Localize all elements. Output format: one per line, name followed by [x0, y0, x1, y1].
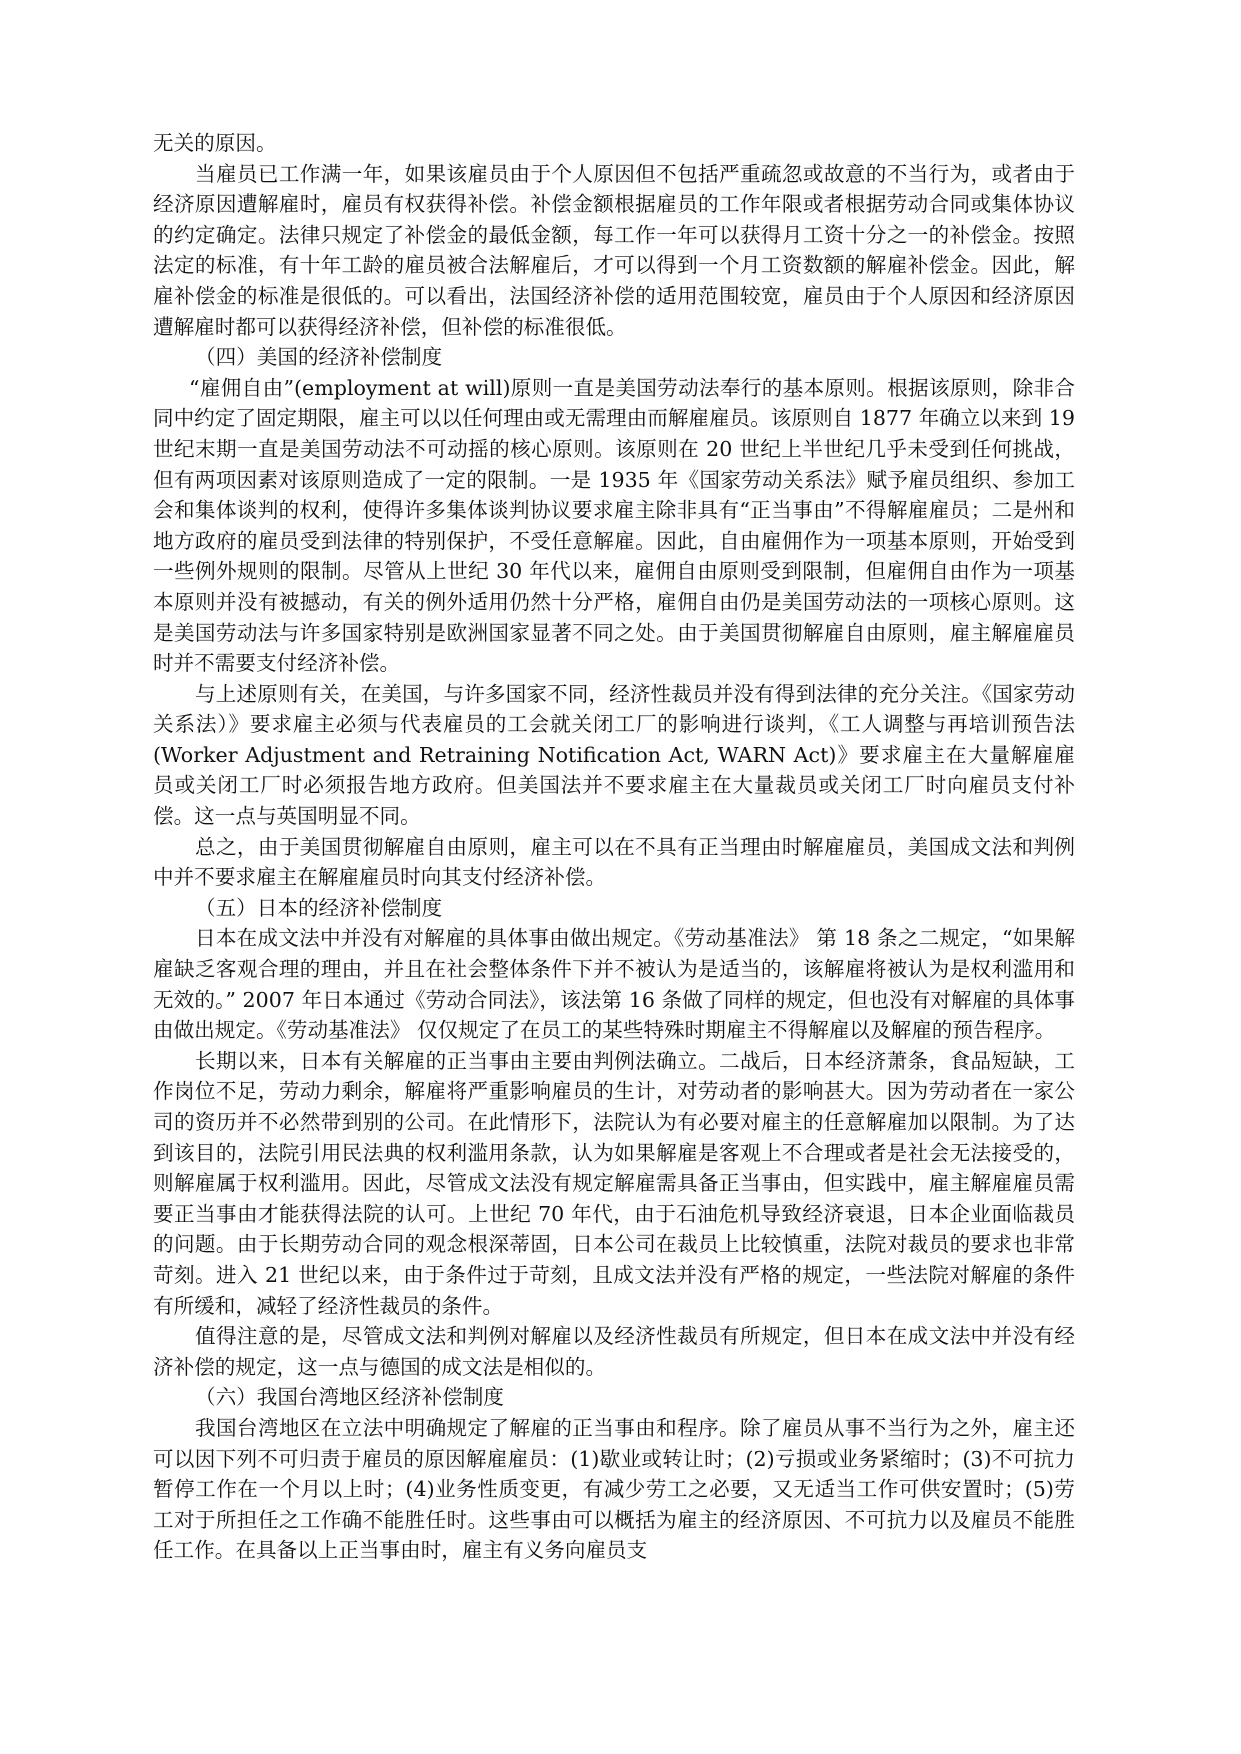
section-heading: （五）日本的经济补偿制度 [195, 895, 443, 920]
paragraph: “雇佣自由”(employment at will)原则一直是美国劳动法奉行的基本原则。根据该原则，除非合同中约定了固定期限，雇主可以以任何理由或无需理由而解雇雇员。该原则自 1877 年确立以来到 19 世纪末期一直是美国劳动法不可动摇的核心原则。该原则在 20 世纪上半世纪几乎未受到任何挑战，但有两项因素对该原则造成了一定的限制。一是 1935 年《国家劳动关系法》赋予雇员组织、参加工会和集体谈判的权利，使得许多集体谈判协议要求雇主除非具有“正当事由”不得解雇雇员；二是州和地方政府的雇员受到法律的特别保护，不受任意解雇。因此，自由雇佣作为一项基本原则，开始受到一些例外规则的限制。尽管从上世纪 30 年代以来，雇佣自由原则受到限制，但雇佣自由作为一项基本原则并没有被撼动，有关的例外适用仍然十分严格，雇佣自由仍是美国劳动法的一项核心原则。这是美国劳动法与许多国家特别是欧洲国家显著不同之处。由于美国贯彻解雇自由原则，雇主解雇雇员时并不需要支付经济补偿。 [153, 375, 1075, 676]
paragraph: 当雇员已工作满一年，如果该雇员由于个人原因但不包括严重疏忽或故意的不当行为，或者由于经济原因遭解雇时，雇员有权获得补偿。补偿金额根据雇员的工作年限或者根据劳动合同或集体协议的约定确定。法律只规定了补偿金的最低金额，每工作一年可以获得月工资十分之一的补偿金。按照法定的标准，有十年工龄的雇员被合法解雇后，才可以得到一个月工资数额的解雇补偿金。因此，解雇补偿金的标准是很低的。可以看出，法国经济补偿的适用范围较宽，雇员由于个人原因和经济原因遭解雇时都可以获得经济补偿，但补偿的标准很低。 [153, 161, 1075, 339]
paragraph: 总之，由于美国贯彻解雇自由原则，雇主可以在不具有正当理由时解雇雇员，美国成文法和判例中并不要求雇主在解雇雇员时向其支付经济补偿。 [153, 834, 1075, 890]
section-heading: （六）我国台湾地区经济补偿制度 [195, 1385, 504, 1410]
paragraph: 日本在成文法中并没有对解雇的具体事由做出规定。《劳动基准法》 第 18 条之二规定，“如果解雇缺乏客观合理的理由，并且在社会整体条件下并不被认为是适当的，该解雇将被认为是权利滥用和无效的。” 2007 年日本通过《劳动合同法》，该法第 16 条做了同样的规定，但也没有对解雇的具体事由做出规定。《劳动基准法》 仅仅规定了在员工的某些特殊时期雇主不得解雇以及解雇的预告程序。 [153, 926, 1075, 1043]
section-heading: （四）美国的经济补偿制度 [195, 345, 443, 370]
paragraph: 无关的原因。 [153, 131, 277, 155]
paragraph: 与上述原则有关，在美国，与许多国家不同，经济性裁员并没有得到法律的充分关注。《国家劳动关系法）》要求雇主必须与代表雇员的工会就关闭工厂的影响进行谈判，《工人调整与再培训预告法(Worker Adjustment and Retraining Notification Act, WARN Act)》要求雇主在大量解雇雇员或关闭工厂时必须报告地方政府。但美国法并不要求雇主在大量裁员或关闭工厂时向雇员支付补偿。这一点与英国明显不同。 [153, 681, 1075, 829]
paragraph: 值得注意的是，尽管成文法和判例对解雇以及经济性裁员有所规定，但日本在成文法中并没有经济补偿的规定，这一点与德国的成文法是相似的。 [153, 1324, 1075, 1379]
paragraph: 我国台湾地区在立法中明确规定了解雇的正当事由和程序。除了雇员从事不当行为之外，雇主还可以因下列不可归责于雇员的原因解雇雇员：(1)歇业或转让时；(2)亏损或业务紧缩时；(3)不可抗力暂停工作在一个月以上时；(4)业务性质变更，有减少劳工之必要，又无适当工作可供安置时；(5)劳工对于所担任之工作确不能胜任时。这些事由可以概括为雇主的经济原因、不可抗力以及雇员不能胜任工作。在具备以上正当事由时，雇主有义务向雇员支 [153, 1415, 1075, 1563]
document-page [153, 128, 1075, 1566]
paragraph: 长期以来，日本有关解雇的正当事由主要由判例法确立。二战后，日本经济萧条，食品短缺，工作岗位不足，劳动力剩余，解雇将严重影响雇员的生计，对劳动者的影响甚大。因为劳动者在一家公司的资历并不必然带到别的公司。在此情形下，法院认为有必要对雇主的任意解雇加以限制。为了达到该目的，法院引用民法典的权利滥用条款，认为如果解雇是客观上不合理或者是社会无法接受的，则解雇属于权利滥用。因此，尽管成文法没有规定解雇需具备正当事由，但实践中，雇主解雇雇员需要正当事由才能获得法院的认可。上世纪 70 年代，由于石油危机导致经济衰退，日本企业面临裁员的问题。由于长期劳动合同的观念根深蒂固，日本公司在裁员上比较慎重，法院对裁员的要求也非常苛刻。进入 21 世纪以来，由于条件过于苛刻，且成文法并没有严格的规定，一些法院对解雇的条件有所缓和，减轻了经济性裁员的条件。 [153, 1048, 1075, 1318]
